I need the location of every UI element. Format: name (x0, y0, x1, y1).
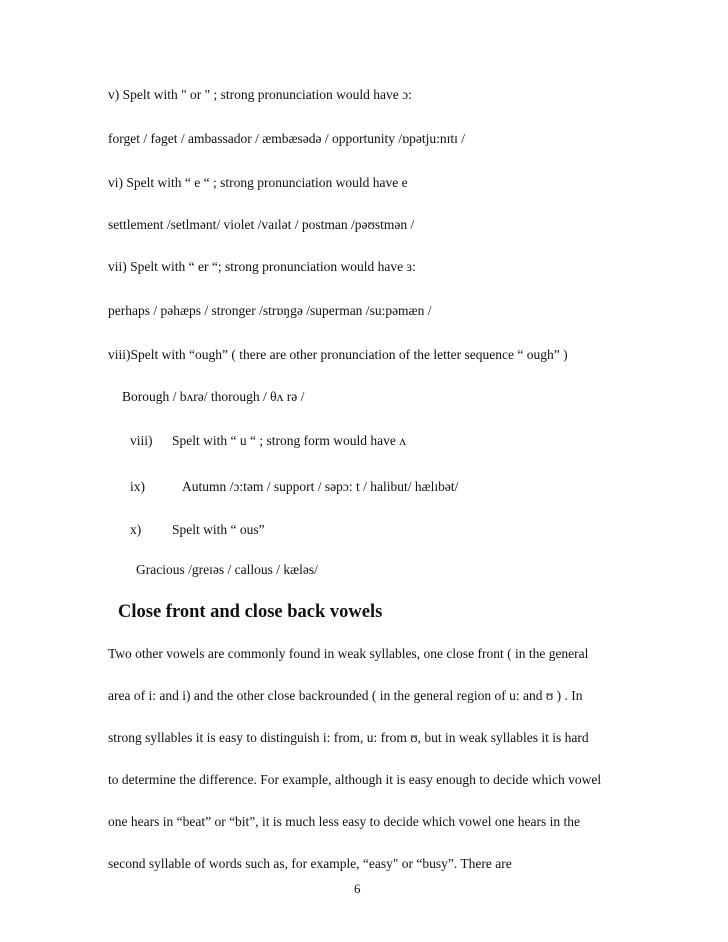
rule-viii-examples: Borough / bʌrə/ thorough / θʌ rə / (122, 389, 305, 404)
section-title: Close front and close back vowels (118, 602, 383, 622)
rule-vi-heading: vi) Spelt with “ e “ ; strong pronunciation would have e (108, 175, 408, 190)
rule-vi-examples: settlement /setlmənt/ violet /vaɪlət / postman /pəʊstmən / (108, 217, 415, 232)
rule-ix-examples: Autumn /ɔ:təm / support / səpɔ: t / halibut/ hælɪbət/ (182, 479, 459, 494)
paragraph-line-5: one hears in “beat” or “bit”, it is much less easy to decide which vowel one hears in the (108, 814, 580, 829)
rule-v-examples: forget / fəget / ambassador / æmbæsədə / opportunity /ɒpətju:nɪtɪ / (108, 131, 466, 146)
rule-viii-heading: viii)Spelt with “ough” ( there are other pronunciation of the letter sequence “ ough” ) (108, 347, 568, 362)
rule-viii-u-text: Spelt with “ u “ ; strong form would have ʌ (172, 433, 406, 448)
rule-x-number: x) (130, 522, 142, 537)
rule-v-heading: v) Spelt with " or " ; strong pronunciation would have ɔ: (108, 87, 412, 102)
paragraph-line-2: area of i: and i) and the other close backrounded ( in the general region of u: and ʊ ) . In (108, 688, 583, 703)
paragraph-line-3: strong syllables it is easy to distinguish i: from, u: from ʊ, but in weak syllables it is hard (108, 730, 589, 745)
rule-ix-number: ix) (130, 479, 145, 494)
paragraph-line-1: Two other vowels are commonly found in weak syllables, one close front ( in the general (108, 646, 589, 661)
page-number: 6 (354, 881, 361, 896)
rule-x-examples: Gracious /greɪəs / callous / kæləs/ (136, 562, 318, 577)
rule-x-text: Spelt with “ ous” (172, 522, 265, 537)
rule-vii-heading: vii) Spelt with “ er “; strong pronunciation would have ɜ: (108, 259, 416, 274)
paragraph-line-4: to determine the difference. For example, although it is easy enough to decide which vowel (108, 772, 602, 787)
paragraph-line-6: second syllable of words such as, for example, “easy" or “busy”. There are (108, 856, 512, 871)
rule-vii-examples: perhaps / pəhæps / stronger /strɒŋgə /superman /su:pəmæn / (108, 303, 432, 318)
rule-viii-u-number: viii) (130, 433, 153, 448)
